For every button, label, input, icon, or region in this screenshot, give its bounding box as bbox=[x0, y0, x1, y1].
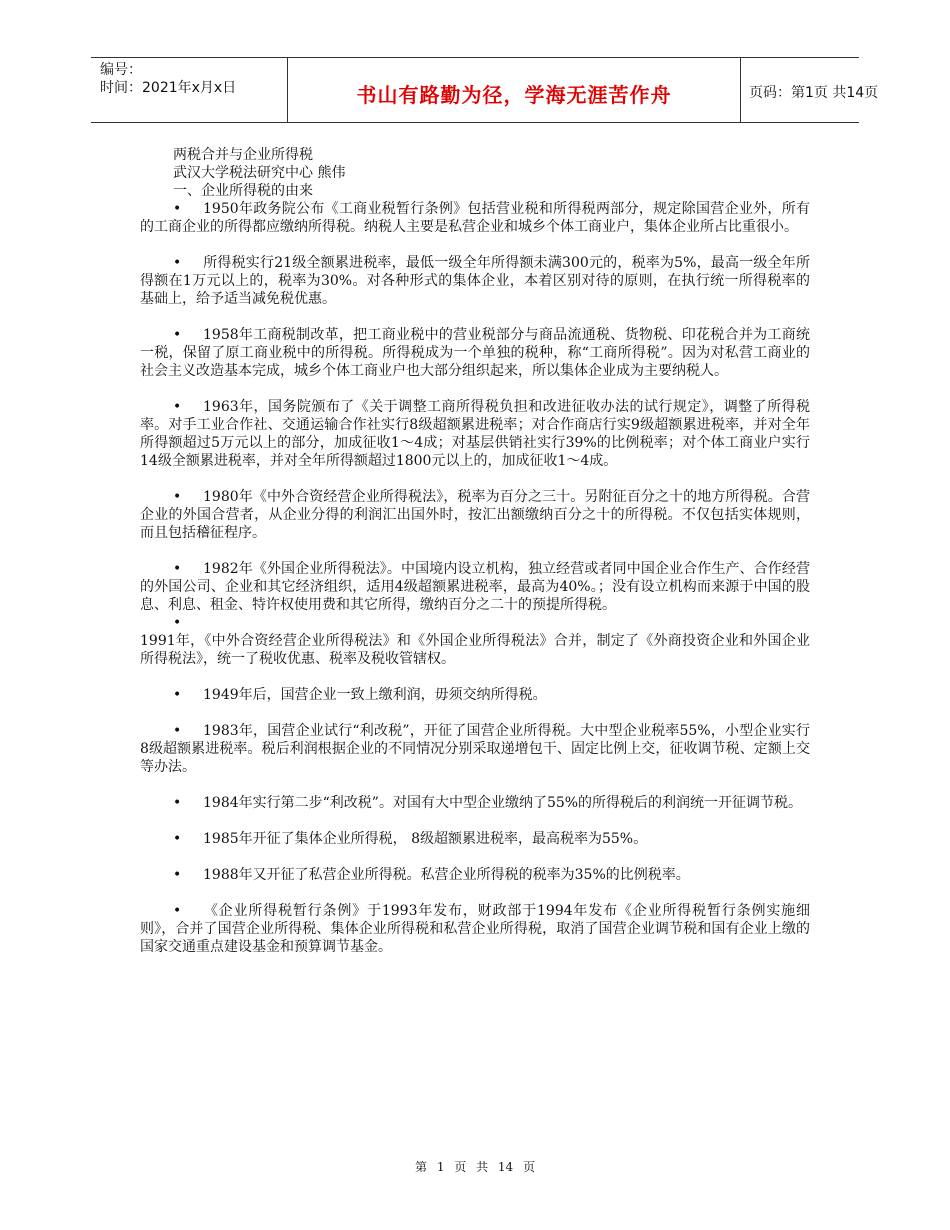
paragraph: • 1980年《中外合资经营企业所得税法》，税率为百分之三十。另附征百分之十的地方所得税。合营企业的外国合营者，从企业分得的利润汇出国外时，按汇出额缴纳百分之十的所得税。不仅包括实体规则，而且包括稽征程序。 bbox=[140, 489, 810, 541]
paragraph: • 1988年又开征了私营企业所得税。私营企业所得税的税率为35%的比例税率。 bbox=[173, 867, 690, 883]
bullet-icon: • bbox=[173, 561, 182, 577]
document-title: 两税合并与企业所得税 bbox=[173, 147, 313, 163]
bullet-icon: • bbox=[173, 795, 182, 811]
bullet-icon: • bbox=[173, 399, 182, 415]
paragraph: • 1982年《外国企业所得税法》。中国境内设立机构，独立经营或者同中国企业合作生产、合作经营的外国公司、企业和其它经济组织，适用4级超额累进税率，最高为40%。；没有设立机构而来源于中国的股息、利息、租金、特许权使用费和其它所得，缴纳百分之二十的预提所得税。 bbox=[140, 561, 810, 613]
bullet-icon: • bbox=[173, 255, 182, 271]
bullet-icon: • bbox=[173, 489, 182, 505]
page-footer: 第 1 页 共 14 页 bbox=[415, 1160, 535, 1174]
paragraph: • 1984年实行第二步“利改税”。对国有大中型企业缴纳了55%的所得税后的利润统一开征调节税。 bbox=[173, 795, 803, 811]
document-body bbox=[140, 146, 810, 974]
bullet-icon: • bbox=[173, 723, 182, 739]
paragraph: • 1950年政务院公布《工商业税暂行条例》包括营业税和所得税两部分，规定除国营企业外，所有的工商企业的所得都应缴纳所得税。纳税人主要是私营企业和城乡个体工商业户，集体企业所占比重很小。 bbox=[140, 201, 810, 235]
header-page-label: 页码：第1页 共14页 bbox=[749, 85, 879, 101]
paragraph: • 1958年工商税制改革，把工商业税中的营业税部分与商品流通税、货物税、印花税合并为工商统一税，保留了原工商业税中的所得税。所得税成为一个单独的税种，称“工商所得税”。因为对私营工商业的社会主义改造基本完成，城乡个体工商业户也大部分组织起来，所以集体企业成为主要纳税人。 bbox=[140, 327, 810, 379]
bullet-icon: • bbox=[173, 831, 182, 847]
document-header bbox=[91, 57, 879, 123]
paragraph: • 1963年，国务院颁布了《关于调整工商所得税负担和改进征收办法的试行规定》，调整了所得税率。对手工业合作社、交通运输合作社实行8级超额累进税率；对合作商店行实9级超额累进税率，并对全年所得额超过5万元以上的部分，加成征收1～4成；对基层供销社实行39%的比例税率；对个体工商业户实行14级全额累进税率，并对全年所得额超过1800元以上的，加成征收1～4成。 bbox=[140, 399, 810, 469]
bullet-icon: • bbox=[173, 201, 182, 217]
header-motto-cell bbox=[287, 58, 741, 122]
header-motto: 书山有路勤为径，学海无涯苦作舟 bbox=[356, 83, 672, 107]
header-page-cell bbox=[739, 58, 879, 122]
bullet-icon: • bbox=[173, 903, 182, 919]
paragraph: • 《企业所得税暂行条例》于1993年发布，财政部于1994年发布《企业所得税暂行条例实施细则》，合并了国营企业所得税、集体企业所得税和私营企业所得税，取消了国营企业调节税和国有企业上缴的国家交通重点建设基金和预算调节基金。 bbox=[140, 903, 810, 955]
section-heading: 一、企业所得税的由来 bbox=[173, 183, 313, 199]
bullet-icon: • bbox=[173, 867, 182, 883]
paragraph: • 1985年开征了集体企业所得税， 8级超额累进税率，最高税率为55%。 bbox=[173, 831, 648, 847]
header-meta-cell bbox=[91, 58, 287, 122]
bullet-icon: • bbox=[173, 615, 182, 631]
bullet-line bbox=[140, 614, 810, 632]
bullet-icon: • bbox=[173, 327, 182, 343]
paragraph: • 1983年，国营企业试行“利改税”，开征了国营企业所得税。大中型企业税率55%，小型企业实行8级超额累进税率。税后利润根据企业的不同情况分别采取递增包干、固定比例上交，征收调节税、定额上交等办法。 bbox=[140, 723, 810, 775]
document-code-label: 编号： bbox=[100, 62, 142, 78]
document-time-label: 时间：2021年x月x日 bbox=[100, 80, 237, 96]
paragraph: • 所得税实行21级全额累进税率，最低一级全年所得额未满300元的，税率为5%，最高一级全年所得额在1万元以上的，税率为30%。对各种形式的集体企业，本着区别对待的原则，在执行统一所得税率的基础上，给予适当减免税优惠。 bbox=[140, 255, 810, 307]
paragraph: • 1949年后，国营企业一致上缴利润，毋须交纳所得税。 bbox=[173, 687, 547, 703]
document-author: 武汉大学税法研究中心 熊伟 bbox=[173, 165, 346, 181]
paragraph: 1991年，《中外合资经营企业所得税法》和《外国企业所得税法》合并，制定了《外商投资企业和外国企业所得税法》，统一了税收优惠、税率及税收管辖权。 bbox=[140, 633, 810, 667]
bullet-icon: • bbox=[173, 687, 182, 703]
